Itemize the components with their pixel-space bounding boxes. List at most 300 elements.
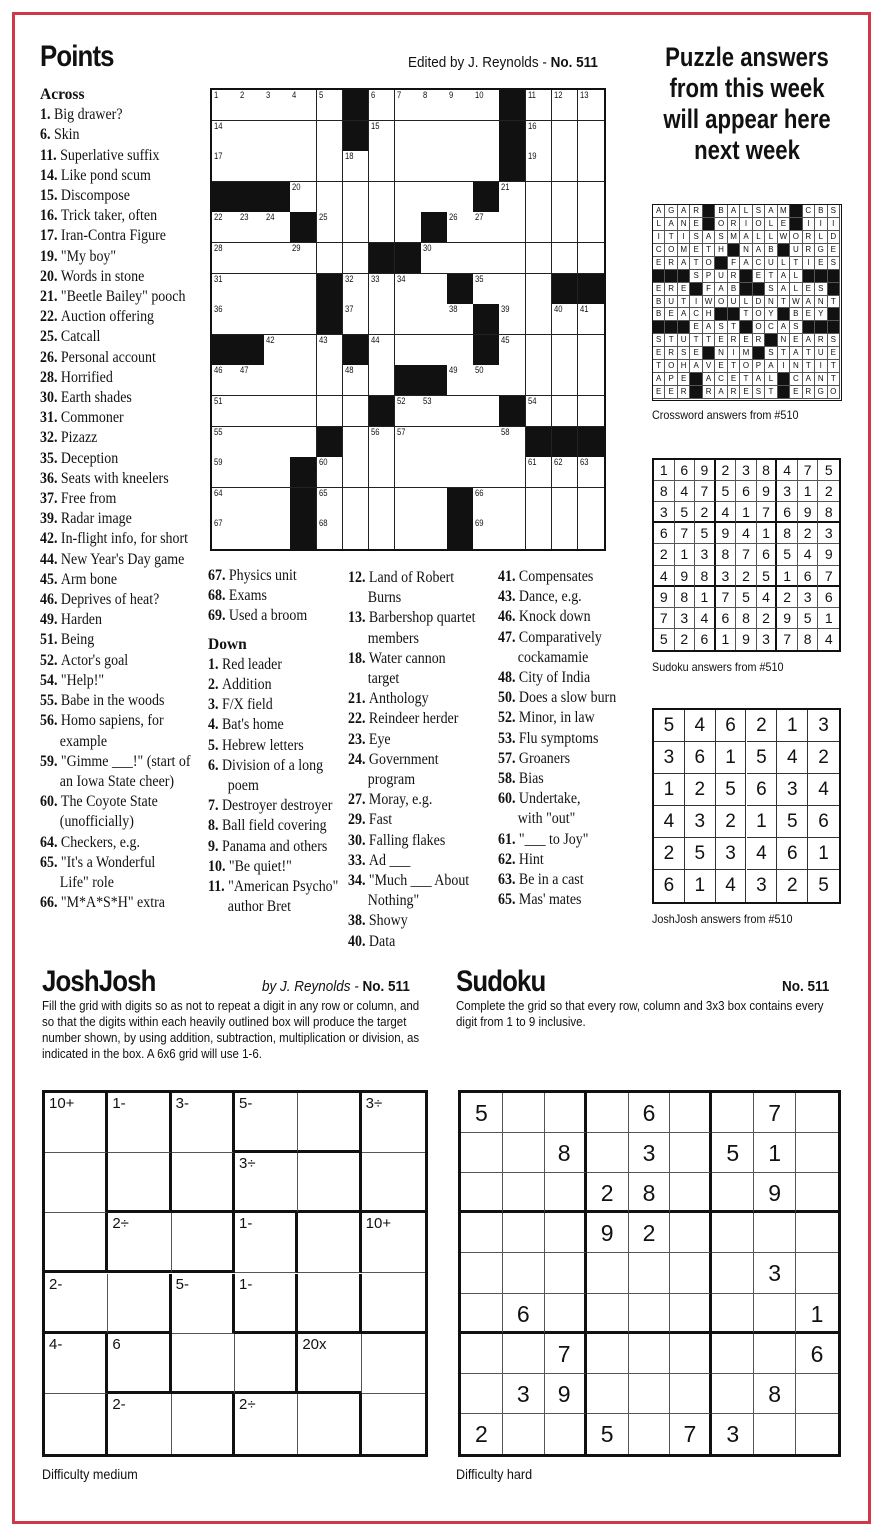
sudoku-given-cell[interactable]: 7 <box>754 1093 796 1133</box>
crossword-cell[interactable] <box>421 518 448 549</box>
crossword-cell[interactable] <box>526 212 553 243</box>
crossword-cell[interactable] <box>264 304 291 335</box>
crossword-cell[interactable] <box>552 304 579 335</box>
crossword-cell[interactable] <box>369 335 396 366</box>
crossword-cell[interactable] <box>499 518 526 549</box>
joshjosh-cell[interactable] <box>45 1394 108 1454</box>
crossword-cell[interactable] <box>395 151 422 182</box>
sudoku-empty-cell[interactable] <box>461 1133 503 1173</box>
crossword-cell[interactable] <box>578 335 604 366</box>
crossword-cell[interactable] <box>238 457 265 488</box>
crossword-cell[interactable] <box>552 182 579 213</box>
crossword-cell[interactable] <box>421 90 448 121</box>
crossword-cell[interactable] <box>447 457 474 488</box>
crossword-cell[interactable] <box>421 457 448 488</box>
joshjosh-cell[interactable] <box>362 1334 425 1394</box>
crossword-cell[interactable] <box>395 274 422 305</box>
crossword-cell[interactable] <box>238 427 265 458</box>
sudoku-empty-cell[interactable] <box>670 1334 712 1374</box>
crossword-cell[interactable] <box>421 304 448 335</box>
crossword-cell[interactable] <box>552 335 579 366</box>
crossword-cell[interactable] <box>290 182 317 213</box>
crossword-cell[interactable] <box>369 457 396 488</box>
sudoku-empty-cell[interactable] <box>545 1253 587 1293</box>
crossword-cell[interactable] <box>343 365 370 396</box>
sudoku-empty-cell[interactable] <box>461 1253 503 1293</box>
crossword-cell[interactable] <box>264 335 291 366</box>
crossword-cell[interactable] <box>317 90 344 121</box>
crossword-cell[interactable] <box>317 335 344 366</box>
sudoku-given-cell[interactable]: 9 <box>587 1213 629 1253</box>
crossword-cell[interactable] <box>290 304 317 335</box>
crossword-cell[interactable] <box>395 518 422 549</box>
sudoku-empty-cell[interactable] <box>503 1093 545 1133</box>
crossword-cell[interactable] <box>343 182 370 213</box>
joshjosh-cell[interactable] <box>45 1213 108 1273</box>
crossword-cell[interactable] <box>290 274 317 305</box>
sudoku-empty-cell[interactable] <box>796 1253 838 1293</box>
joshjosh-cell[interactable] <box>235 1213 298 1273</box>
sudoku-empty-cell[interactable] <box>754 1334 796 1374</box>
crossword-grid[interactable] <box>210 88 606 551</box>
crossword-cell[interactable] <box>526 121 553 152</box>
joshjosh-cell[interactable] <box>108 1334 171 1394</box>
joshjosh-cell[interactable] <box>45 1153 108 1213</box>
crossword-cell[interactable] <box>421 121 448 152</box>
crossword-cell[interactable] <box>212 212 239 243</box>
crossword-cell[interactable] <box>499 335 526 366</box>
crossword-cell[interactable] <box>578 518 604 549</box>
sudoku-empty-cell[interactable] <box>503 1173 545 1213</box>
sudoku-empty-cell[interactable] <box>670 1133 712 1173</box>
crossword-cell[interactable] <box>264 518 291 549</box>
sudoku-given-cell[interactable]: 3 <box>629 1133 671 1173</box>
sudoku-empty-cell[interactable] <box>587 1374 629 1414</box>
sudoku-grid[interactable] <box>458 1090 841 1457</box>
crossword-cell[interactable] <box>212 427 239 458</box>
crossword-cell[interactable] <box>447 304 474 335</box>
crossword-cell[interactable] <box>264 90 291 121</box>
crossword-cell[interactable] <box>343 274 370 305</box>
sudoku-empty-cell[interactable] <box>670 1213 712 1253</box>
sudoku-empty-cell[interactable] <box>587 1093 629 1133</box>
crossword-cell[interactable] <box>238 121 265 152</box>
crossword-cell[interactable] <box>499 488 526 519</box>
sudoku-empty-cell[interactable] <box>629 1253 671 1293</box>
crossword-cell[interactable] <box>578 243 604 274</box>
crossword-cell[interactable] <box>264 151 291 182</box>
crossword-cell[interactable] <box>552 243 579 274</box>
crossword-cell[interactable] <box>473 396 500 427</box>
crossword-cell[interactable] <box>212 90 239 121</box>
crossword-cell[interactable] <box>421 243 448 274</box>
crossword-cell[interactable] <box>526 274 553 305</box>
crossword-cell[interactable] <box>473 488 500 519</box>
crossword-cell[interactable] <box>526 151 553 182</box>
sudoku-given-cell[interactable]: 1 <box>796 1294 838 1334</box>
sudoku-empty-cell[interactable] <box>461 1294 503 1334</box>
crossword-cell[interactable] <box>343 304 370 335</box>
sudoku-empty-cell[interactable] <box>670 1093 712 1133</box>
joshjosh-cell[interactable] <box>235 1274 298 1334</box>
crossword-cell[interactable] <box>499 304 526 335</box>
sudoku-given-cell[interactable]: 8 <box>545 1133 587 1173</box>
crossword-cell[interactable] <box>369 274 396 305</box>
sudoku-empty-cell[interactable] <box>712 1253 754 1293</box>
crossword-cell[interactable] <box>264 274 291 305</box>
crossword-cell[interactable] <box>264 365 291 396</box>
sudoku-empty-cell[interactable] <box>503 1253 545 1293</box>
crossword-cell[interactable] <box>526 396 553 427</box>
sudoku-given-cell[interactable]: 8 <box>629 1173 671 1213</box>
joshjosh-cell[interactable] <box>298 1213 361 1273</box>
joshjosh-cell[interactable] <box>362 1213 425 1273</box>
sudoku-empty-cell[interactable] <box>629 1294 671 1334</box>
crossword-cell[interactable] <box>343 212 370 243</box>
sudoku-empty-cell[interactable] <box>461 1334 503 1374</box>
crossword-cell[interactable] <box>212 457 239 488</box>
sudoku-empty-cell[interactable] <box>629 1334 671 1374</box>
crossword-cell[interactable] <box>264 396 291 427</box>
joshjosh-cell[interactable] <box>298 1093 361 1153</box>
crossword-cell[interactable] <box>238 151 265 182</box>
sudoku-empty-cell[interactable] <box>461 1374 503 1414</box>
crossword-cell[interactable] <box>552 212 579 243</box>
crossword-cell[interactable] <box>264 121 291 152</box>
crossword-cell[interactable] <box>526 304 553 335</box>
crossword-cell[interactable] <box>499 365 526 396</box>
sudoku-given-cell[interactable]: 5 <box>587 1414 629 1454</box>
joshjosh-cell[interactable] <box>235 1334 298 1394</box>
crossword-cell[interactable] <box>578 212 604 243</box>
crossword-cell[interactable] <box>212 518 239 549</box>
crossword-cell[interactable] <box>264 427 291 458</box>
sudoku-given-cell[interactable]: 3 <box>754 1253 796 1293</box>
sudoku-empty-cell[interactable] <box>545 1294 587 1334</box>
crossword-cell[interactable] <box>369 90 396 121</box>
crossword-cell[interactable] <box>290 151 317 182</box>
crossword-cell[interactable] <box>447 90 474 121</box>
crossword-cell[interactable] <box>526 335 553 366</box>
joshjosh-cell[interactable] <box>108 1394 171 1454</box>
sudoku-empty-cell[interactable] <box>712 1374 754 1414</box>
crossword-cell[interactable] <box>473 365 500 396</box>
sudoku-empty-cell[interactable] <box>754 1294 796 1334</box>
crossword-cell[interactable] <box>526 518 553 549</box>
sudoku-empty-cell[interactable] <box>712 1294 754 1334</box>
crossword-cell[interactable] <box>264 243 291 274</box>
crossword-cell[interactable] <box>238 212 265 243</box>
crossword-cell[interactable] <box>447 212 474 243</box>
crossword-cell[interactable] <box>395 212 422 243</box>
sudoku-empty-cell[interactable] <box>796 1414 838 1454</box>
crossword-cell[interactable] <box>578 121 604 152</box>
sudoku-empty-cell[interactable] <box>461 1213 503 1253</box>
crossword-cell[interactable] <box>343 243 370 274</box>
sudoku-empty-cell[interactable] <box>796 1173 838 1213</box>
crossword-cell[interactable] <box>421 488 448 519</box>
crossword-cell[interactable] <box>578 488 604 519</box>
joshjosh-cell[interactable] <box>298 1394 361 1454</box>
sudoku-given-cell[interactable]: 7 <box>670 1414 712 1454</box>
crossword-cell[interactable] <box>447 243 474 274</box>
crossword-cell[interactable] <box>369 304 396 335</box>
crossword-cell[interactable] <box>290 396 317 427</box>
crossword-cell[interactable] <box>212 488 239 519</box>
joshjosh-cell[interactable] <box>172 1274 235 1334</box>
joshjosh-cell[interactable] <box>298 1153 361 1213</box>
crossword-cell[interactable] <box>526 182 553 213</box>
crossword-cell[interactable] <box>212 304 239 335</box>
crossword-cell[interactable] <box>343 427 370 458</box>
joshjosh-cell[interactable] <box>172 1093 235 1153</box>
crossword-cell[interactable] <box>290 243 317 274</box>
crossword-cell[interactable] <box>578 396 604 427</box>
sudoku-empty-cell[interactable] <box>712 1334 754 1374</box>
sudoku-given-cell[interactable]: 2 <box>587 1173 629 1213</box>
crossword-cell[interactable] <box>447 182 474 213</box>
sudoku-given-cell[interactable]: 7 <box>545 1334 587 1374</box>
crossword-cell[interactable] <box>264 488 291 519</box>
crossword-cell[interactable] <box>395 396 422 427</box>
crossword-cell[interactable] <box>395 182 422 213</box>
crossword-cell[interactable] <box>264 212 291 243</box>
crossword-cell[interactable] <box>578 182 604 213</box>
crossword-cell[interactable] <box>473 243 500 274</box>
joshjosh-cell[interactable] <box>235 1394 298 1454</box>
crossword-cell[interactable] <box>473 427 500 458</box>
joshjosh-cell[interactable] <box>172 1153 235 1213</box>
crossword-cell[interactable] <box>238 518 265 549</box>
crossword-cell[interactable] <box>395 457 422 488</box>
crossword-cell[interactable] <box>343 518 370 549</box>
crossword-cell[interactable] <box>552 518 579 549</box>
crossword-cell[interactable] <box>473 457 500 488</box>
crossword-cell[interactable] <box>317 396 344 427</box>
sudoku-empty-cell[interactable] <box>587 1334 629 1374</box>
crossword-cell[interactable] <box>238 488 265 519</box>
crossword-cell[interactable] <box>395 488 422 519</box>
crossword-cell[interactable] <box>526 457 553 488</box>
crossword-cell[interactable] <box>552 151 579 182</box>
sudoku-empty-cell[interactable] <box>712 1173 754 1213</box>
sudoku-empty-cell[interactable] <box>712 1213 754 1253</box>
joshjosh-cell[interactable] <box>45 1334 108 1394</box>
sudoku-given-cell[interactable]: 2 <box>461 1414 503 1454</box>
joshjosh-cell[interactable] <box>298 1274 361 1334</box>
crossword-cell[interactable] <box>578 90 604 121</box>
crossword-cell[interactable] <box>317 365 344 396</box>
crossword-cell[interactable] <box>317 212 344 243</box>
crossword-cell[interactable] <box>447 335 474 366</box>
crossword-cell[interactable] <box>526 243 553 274</box>
joshjosh-cell[interactable] <box>235 1093 298 1153</box>
crossword-cell[interactable] <box>473 151 500 182</box>
crossword-cell[interactable] <box>238 304 265 335</box>
crossword-cell[interactable] <box>212 396 239 427</box>
crossword-cell[interactable] <box>395 90 422 121</box>
crossword-cell[interactable] <box>473 212 500 243</box>
sudoku-given-cell[interactable]: 6 <box>503 1294 545 1334</box>
joshjosh-cell[interactable] <box>108 1274 171 1334</box>
crossword-cell[interactable] <box>552 457 579 488</box>
crossword-cell[interactable] <box>369 121 396 152</box>
joshjosh-cell[interactable] <box>45 1274 108 1334</box>
crossword-cell[interactable] <box>343 151 370 182</box>
crossword-cell[interactable] <box>290 121 317 152</box>
crossword-cell[interactable] <box>290 427 317 458</box>
joshjosh-cell[interactable] <box>108 1213 171 1273</box>
sudoku-empty-cell[interactable] <box>670 1294 712 1334</box>
crossword-cell[interactable] <box>317 151 344 182</box>
crossword-cell[interactable] <box>369 488 396 519</box>
sudoku-empty-cell[interactable] <box>545 1414 587 1454</box>
crossword-cell[interactable] <box>317 182 344 213</box>
crossword-cell[interactable] <box>369 365 396 396</box>
joshjosh-cell[interactable] <box>172 1213 235 1273</box>
crossword-cell[interactable] <box>238 365 265 396</box>
crossword-cell[interactable] <box>499 243 526 274</box>
crossword-cell[interactable] <box>578 151 604 182</box>
crossword-cell[interactable] <box>343 488 370 519</box>
joshjosh-cell[interactable] <box>362 1394 425 1454</box>
joshjosh-cell[interactable] <box>108 1093 171 1153</box>
crossword-cell[interactable] <box>552 396 579 427</box>
crossword-cell[interactable] <box>212 365 239 396</box>
crossword-cell[interactable] <box>395 304 422 335</box>
sudoku-empty-cell[interactable] <box>796 1374 838 1414</box>
crossword-cell[interactable] <box>395 335 422 366</box>
crossword-cell[interactable] <box>421 335 448 366</box>
sudoku-given-cell[interactable]: 6 <box>629 1093 671 1133</box>
crossword-cell[interactable] <box>447 151 474 182</box>
sudoku-empty-cell[interactable] <box>503 1213 545 1253</box>
crossword-cell[interactable] <box>473 518 500 549</box>
sudoku-empty-cell[interactable] <box>545 1173 587 1213</box>
joshjosh-grid[interactable] <box>42 1090 428 1457</box>
sudoku-empty-cell[interactable] <box>503 1414 545 1454</box>
sudoku-empty-cell[interactable] <box>545 1213 587 1253</box>
crossword-cell[interactable] <box>290 90 317 121</box>
sudoku-empty-cell[interactable] <box>587 1294 629 1334</box>
crossword-cell[interactable] <box>369 151 396 182</box>
joshjosh-cell[interactable] <box>172 1334 235 1394</box>
sudoku-given-cell[interactable]: 6 <box>796 1334 838 1374</box>
crossword-cell[interactable] <box>421 182 448 213</box>
joshjosh-cell[interactable] <box>362 1153 425 1213</box>
crossword-cell[interactable] <box>369 518 396 549</box>
crossword-cell[interactable] <box>212 121 239 152</box>
joshjosh-cell[interactable] <box>298 1334 361 1394</box>
crossword-cell[interactable] <box>421 396 448 427</box>
sudoku-empty-cell[interactable] <box>545 1093 587 1133</box>
crossword-cell[interactable] <box>317 243 344 274</box>
crossword-cell[interactable] <box>290 335 317 366</box>
sudoku-given-cell[interactable]: 2 <box>629 1213 671 1253</box>
sudoku-empty-cell[interactable] <box>712 1093 754 1133</box>
sudoku-given-cell[interactable]: 3 <box>503 1374 545 1414</box>
crossword-cell[interactable] <box>238 396 265 427</box>
crossword-cell[interactable] <box>317 488 344 519</box>
crossword-cell[interactable] <box>473 121 500 152</box>
crossword-cell[interactable] <box>473 274 500 305</box>
crossword-cell[interactable] <box>552 488 579 519</box>
crossword-cell[interactable] <box>212 151 239 182</box>
sudoku-empty-cell[interactable] <box>503 1334 545 1374</box>
sudoku-empty-cell[interactable] <box>629 1374 671 1414</box>
crossword-cell[interactable] <box>369 427 396 458</box>
sudoku-empty-cell[interactable] <box>796 1213 838 1253</box>
crossword-cell[interactable] <box>578 457 604 488</box>
crossword-cell[interactable] <box>499 274 526 305</box>
crossword-cell[interactable] <box>447 396 474 427</box>
sudoku-empty-cell[interactable] <box>461 1173 503 1213</box>
crossword-cell[interactable] <box>473 90 500 121</box>
sudoku-empty-cell[interactable] <box>796 1133 838 1173</box>
crossword-cell[interactable] <box>317 121 344 152</box>
sudoku-given-cell[interactable]: 9 <box>754 1173 796 1213</box>
crossword-cell[interactable] <box>212 243 239 274</box>
crossword-cell[interactable] <box>552 121 579 152</box>
sudoku-given-cell[interactable]: 3 <box>712 1414 754 1454</box>
joshjosh-cell[interactable] <box>362 1274 425 1334</box>
crossword-cell[interactable] <box>578 365 604 396</box>
crossword-cell[interactable] <box>421 151 448 182</box>
sudoku-empty-cell[interactable] <box>670 1173 712 1213</box>
sudoku-empty-cell[interactable] <box>503 1133 545 1173</box>
crossword-cell[interactable] <box>238 90 265 121</box>
crossword-cell[interactable] <box>421 274 448 305</box>
joshjosh-cell[interactable] <box>108 1153 171 1213</box>
crossword-cell[interactable] <box>499 182 526 213</box>
crossword-cell[interactable] <box>552 365 579 396</box>
crossword-cell[interactable] <box>369 212 396 243</box>
sudoku-empty-cell[interactable] <box>754 1414 796 1454</box>
crossword-cell[interactable] <box>317 518 344 549</box>
sudoku-empty-cell[interactable] <box>754 1213 796 1253</box>
crossword-cell[interactable] <box>578 304 604 335</box>
sudoku-given-cell[interactable]: 5 <box>461 1093 503 1133</box>
crossword-cell[interactable] <box>290 365 317 396</box>
crossword-cell[interactable] <box>499 212 526 243</box>
crossword-cell[interactable] <box>526 488 553 519</box>
crossword-cell[interactable] <box>212 274 239 305</box>
joshjosh-cell[interactable] <box>45 1093 108 1153</box>
crossword-cell[interactable] <box>343 396 370 427</box>
sudoku-empty-cell[interactable] <box>670 1253 712 1293</box>
sudoku-given-cell[interactable]: 9 <box>545 1374 587 1414</box>
sudoku-given-cell[interactable]: 8 <box>754 1374 796 1414</box>
crossword-cell[interactable] <box>447 121 474 152</box>
crossword-cell[interactable] <box>526 90 553 121</box>
crossword-cell[interactable] <box>238 243 265 274</box>
crossword-cell[interactable] <box>395 121 422 152</box>
crossword-cell[interactable] <box>421 427 448 458</box>
crossword-cell[interactable] <box>369 182 396 213</box>
crossword-cell[interactable] <box>499 427 526 458</box>
sudoku-given-cell[interactable]: 5 <box>712 1133 754 1173</box>
sudoku-empty-cell[interactable] <box>587 1133 629 1173</box>
sudoku-empty-cell[interactable] <box>629 1414 671 1454</box>
crossword-cell[interactable] <box>238 274 265 305</box>
crossword-cell[interactable] <box>317 457 344 488</box>
crossword-cell[interactable] <box>343 457 370 488</box>
crossword-cell[interactable] <box>264 457 291 488</box>
joshjosh-cell[interactable] <box>362 1093 425 1153</box>
joshjosh-cell[interactable] <box>235 1153 298 1213</box>
sudoku-empty-cell[interactable] <box>670 1374 712 1414</box>
sudoku-empty-cell[interactable] <box>796 1093 838 1133</box>
